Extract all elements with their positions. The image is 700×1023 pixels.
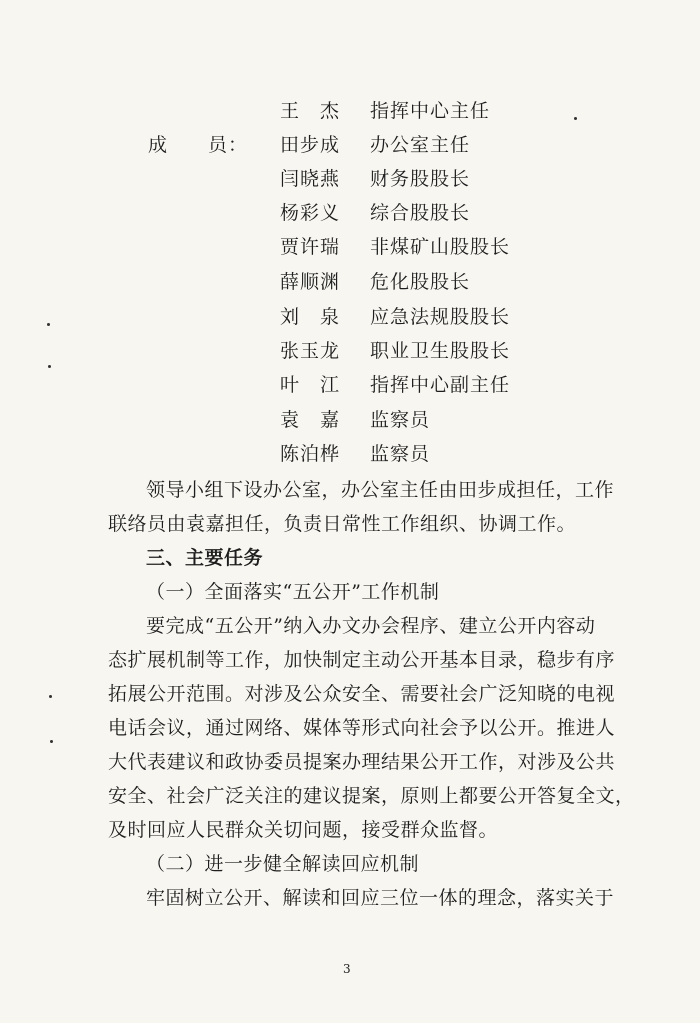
paragraph-line: 领导小组下设办公室，办公室主任由田步成担任，工作 [146, 479, 615, 501]
paragraph-line: 安全、社会广泛关注的建议提案，原则上都要公开答复全文， [108, 785, 635, 807]
paragraph-line: 牢固树立公开、解读和回应三位一体的理念，落实关于 [146, 887, 615, 909]
member-title: 应急法规股股长 [370, 306, 511, 328]
paragraph-line: 要完成“五公开”纳入办文办会程序、建立公开内容动 [146, 615, 596, 637]
member-title: 监察员 [370, 409, 431, 431]
member-title: 职业卫生股股长 [370, 340, 511, 362]
member-name: 杨彩义 [280, 202, 341, 224]
paragraph-line: 联络员由袁嘉担任，负责日常性工作组织、协调工作。 [108, 513, 577, 535]
member-name: 陈泊桦 [280, 443, 341, 465]
scan-speck [49, 695, 52, 698]
member-title: 综合股股长 [370, 202, 471, 224]
paragraph-line: 及时回应人民群众关切问题，接受群众监督。 [108, 819, 499, 841]
member-name: 叶 江 [280, 374, 341, 396]
page-number: 3 [343, 962, 351, 976]
member-name: 贾许瑞 [280, 236, 341, 258]
member-title: 指挥中心副主任 [370, 374, 511, 396]
paragraph-line: 电话会议，通过网络、媒体等形式向社会予以公开。推进人 [108, 717, 616, 739]
member-name: 袁 嘉 [280, 409, 341, 431]
member-title: 办公室主任 [370, 134, 471, 156]
member-title: 监察员 [370, 443, 431, 465]
subsection-heading: （一）全面落实“五公开”工作机制 [146, 581, 440, 603]
member-title: 非煤矿山股股长 [370, 236, 511, 258]
member-title: 财务股股长 [370, 168, 471, 190]
scan-speck [50, 740, 53, 743]
member-name: 刘 泉 [280, 306, 341, 328]
paragraph-line: 拓展公开范围。对涉及公众安全、需要社会广泛知晓的电视 [108, 683, 616, 705]
member-name: 薛顺渊 [280, 271, 341, 293]
member-name: 张玉龙 [280, 340, 341, 362]
scan-speck [47, 323, 50, 326]
member-title: 指挥中心主任 [370, 100, 491, 122]
section-heading: 三、主要任务 [146, 547, 264, 569]
paragraph-line: 大代表建议和政协委员提案办理结果公开工作，对涉及公共 [108, 751, 616, 773]
scan-speck [48, 365, 51, 368]
member-title: 危化股股长 [370, 271, 471, 293]
member-name: 王 杰 [280, 100, 341, 122]
subsection-heading: （二）进一步健全解读回应机制 [146, 853, 420, 875]
member-name: 闫晓燕 [280, 168, 341, 190]
paragraph-line: 态扩展机制等工作，加快制定主动公开基本目录，稳步有序 [108, 649, 616, 671]
member-name: 田步成 [280, 134, 341, 156]
members-label: 成 员： [148, 134, 249, 156]
scan-speck [574, 117, 577, 120]
